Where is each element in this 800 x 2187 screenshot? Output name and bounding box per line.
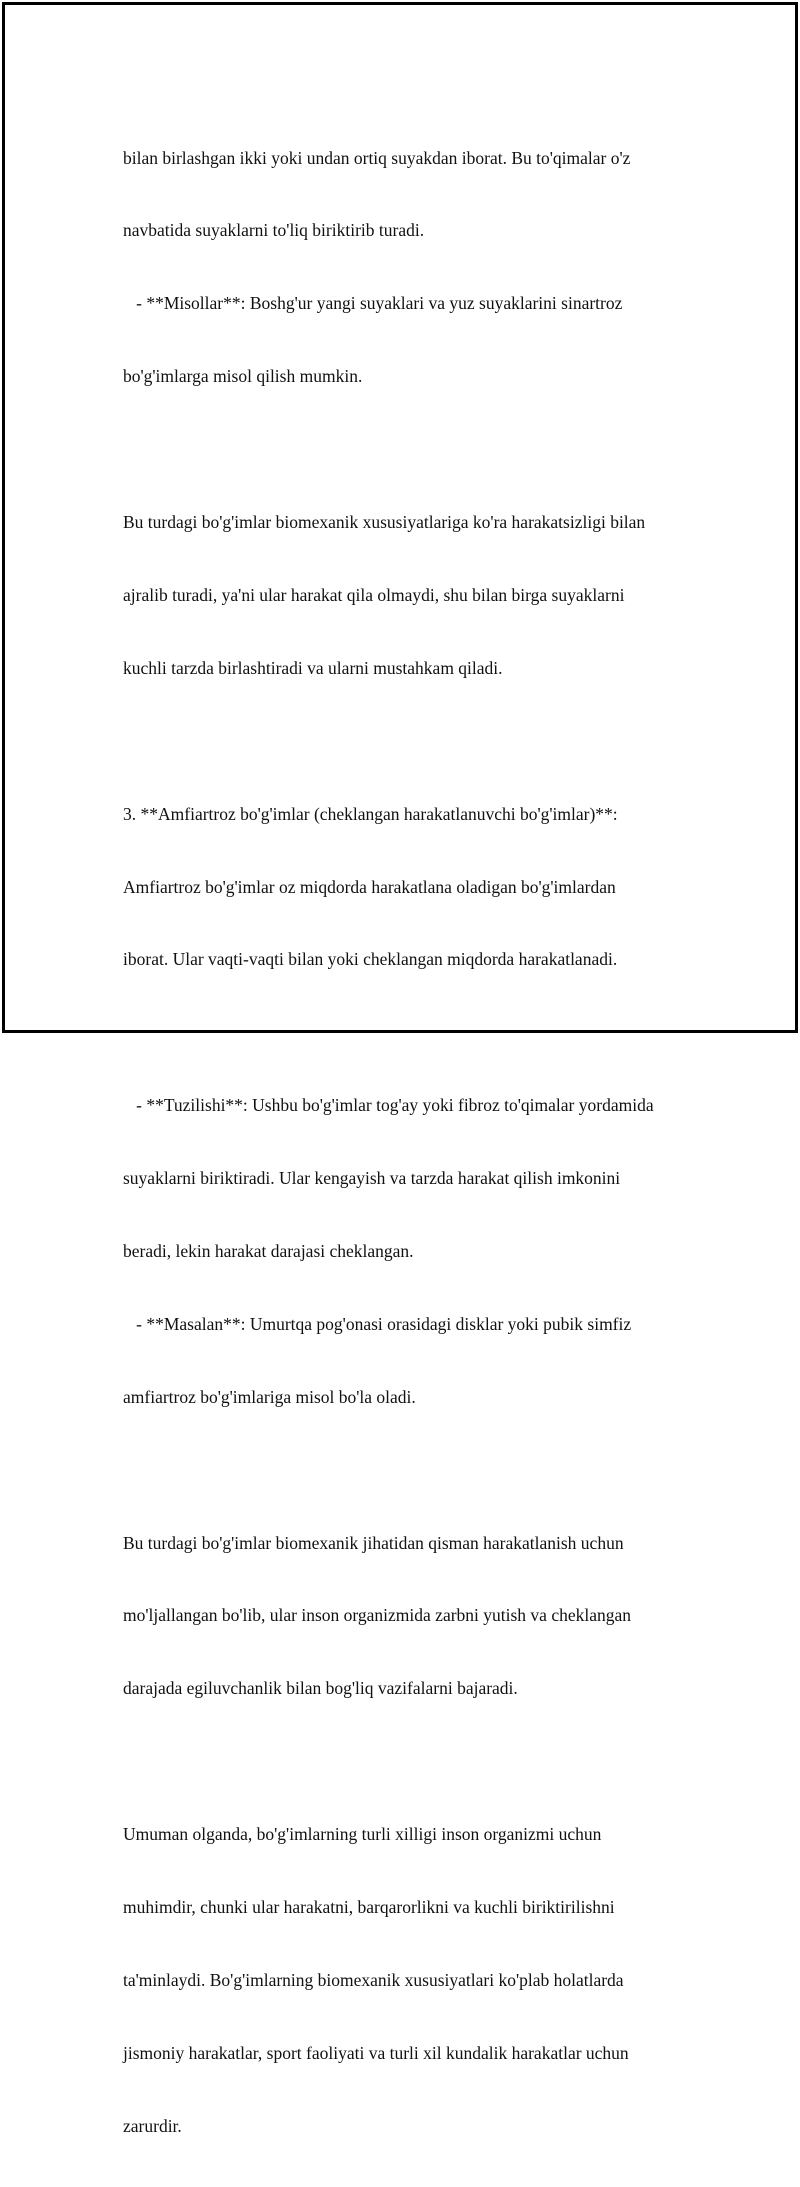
- text-line: amfiartroz bo'g'imlariga misol bo'la oladi.: [123, 1386, 416, 1407]
- text-line: mo'ljallangan bo'lib, ular inson organizmida zarbni yutish va cheklangan: [123, 1605, 632, 1626]
- blank-line: [123, 1020, 723, 1044]
- text-line: ta'minlaydi. Bo'g'imlarning biomexanik xususiyatlari ko'plab holatlarda: [123, 1969, 624, 1990]
- text-line: muhimdir, chunki ular harakatni, barqarorlikni va kuchli biriktirilishni: [123, 1896, 615, 1917]
- text-line: Umuman olganda, bo'g'imlarning turli xilligi inson organizmi uchun: [123, 1824, 602, 1845]
- blank-line: [123, 1458, 723, 1482]
- blank-line: [123, 1749, 723, 1773]
- text-line: bilan birlashgan ikki yoki undan ortiq suyakdan iborat. Bu to'qimalar o'z: [123, 147, 631, 168]
- text-line: beradi, lekin harakat darajasi cheklangan.: [123, 1240, 414, 1261]
- page-frame: [2, 2, 798, 2136]
- blank-line: [123, 729, 723, 753]
- text-line: - **Masalan**: Umurtqa pog'onasi orasidagi disklar yoki pubik simfiz: [123, 1313, 632, 1334]
- text-line: bo'g'imlarga misol qilish mumkin.: [123, 366, 363, 387]
- text-line: darajada egiluvchanlik bilan bog'liq vazifalarni bajaradi.: [123, 1678, 518, 1699]
- text-line: iborat. Ular vaqti-vaqti bilan yoki cheklangan miqdorda harakatlanadi.: [123, 949, 618, 970]
- text-line: ajralib turadi, ya'ni ular harakat qila olmaydi, shu bilan birga suyaklarni: [123, 584, 625, 605]
- text-line: Bu turdagi bo'g'imlar biomexanik xususiyatlariga ko'ra harakatsizligi bilan: [123, 512, 646, 533]
- text-line: navbatida suyaklarni to'liq biriktirib turadi.: [123, 220, 425, 241]
- text-line: Bu turdagi bo'g'imlar biomexanik jihatidan qisman harakatlanish uchun: [123, 1532, 624, 1553]
- text-line: Amfiartroz bo'g'imlar oz miqdorda harakatlana oladigan bo'g'imlardan: [123, 876, 616, 897]
- text-line: jismoniy harakatlar, sport faoliyati va turli xil kundalik harakatlar uchun: [123, 2042, 629, 2063]
- text-line: - **Tuzilishi**: Ushbu bo'g'imlar tog'ay yoki fibroz to'qimalar yordamida: [123, 1095, 654, 1116]
- text-line: zarurdir.: [123, 2115, 182, 2136]
- text-line: kuchli tarzda birlashtiradi va ularni mustahkam qiladi.: [123, 657, 503, 678]
- text-line: 3. **Amfiartroz bo'g'imlar (cheklangan harakatlanuvchi bo'g'imlar)**:: [123, 803, 618, 824]
- blank-line: [123, 437, 723, 461]
- document-text: [123, 97, 723, 2187]
- text-line: - **Misollar**: Boshg'ur yangi suyaklari va yuz suyaklarini sinartroz: [123, 293, 623, 314]
- text-line: suyaklarni biriktiradi. Ular kengayish va tarzda harakat qilish imkonini: [123, 1168, 621, 1189]
